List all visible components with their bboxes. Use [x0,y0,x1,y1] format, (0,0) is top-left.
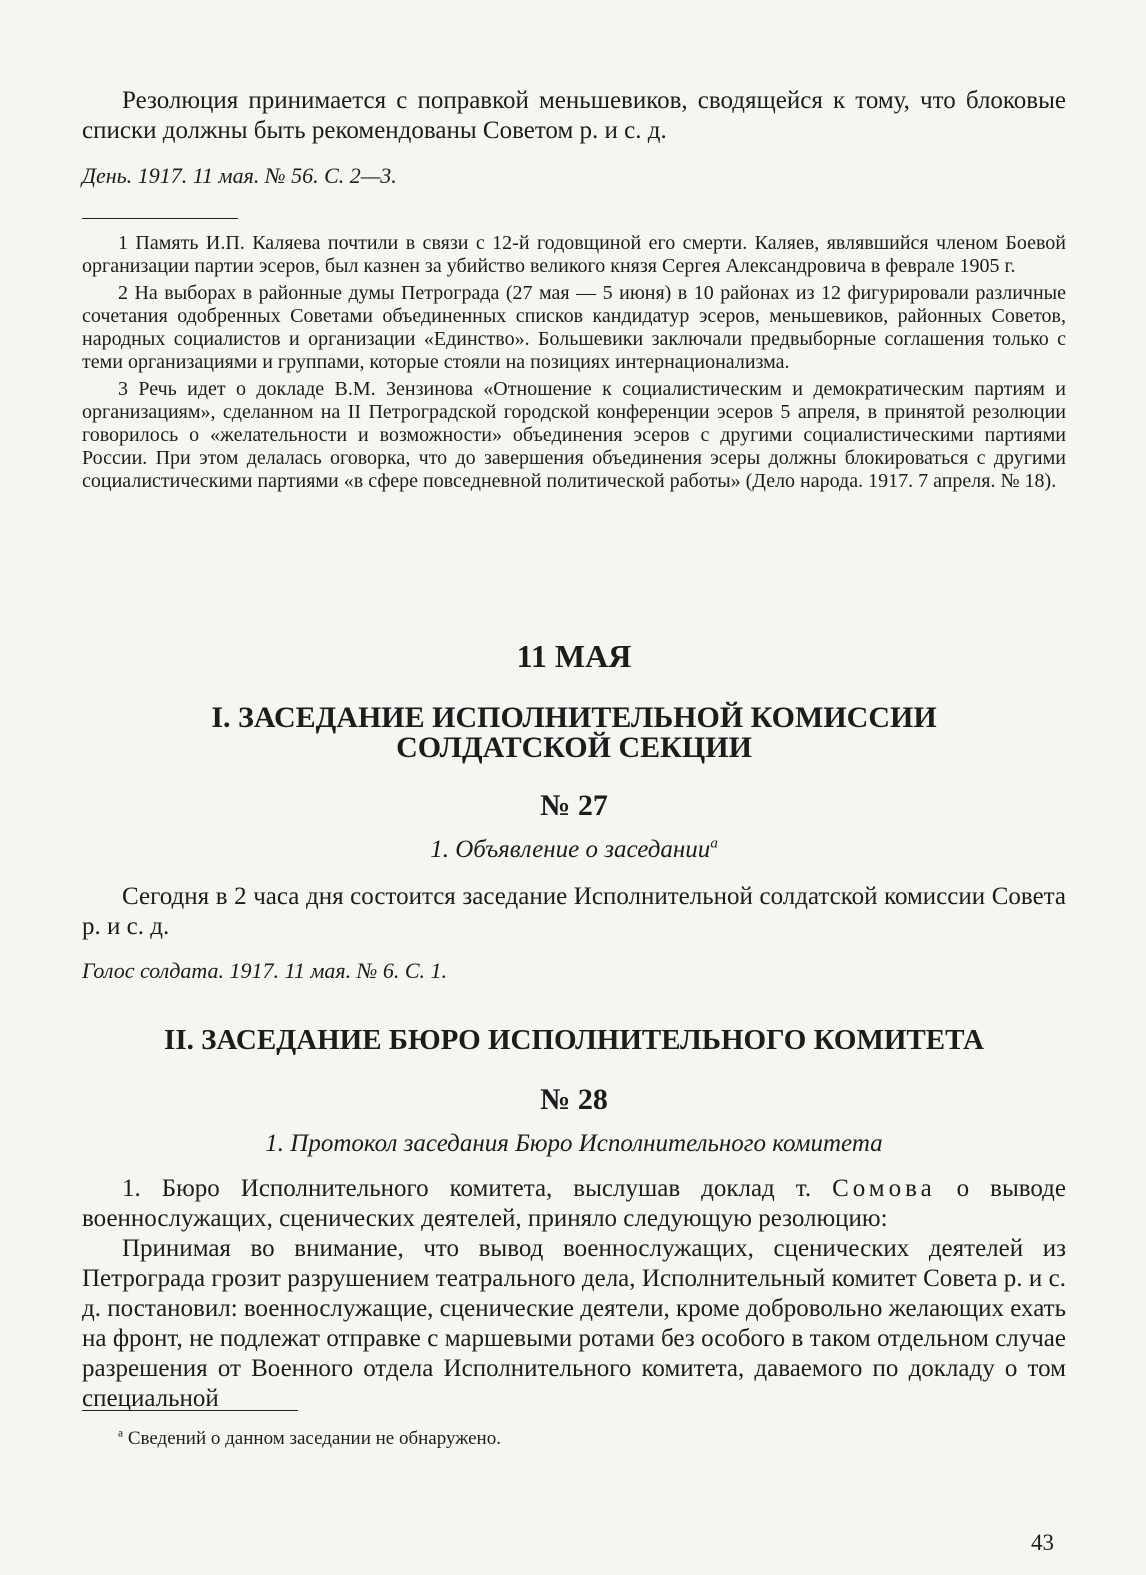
footnotes [82,232,1066,493]
section2-title: II. ЗАСЕДАНИЕ БЮРО ИСПОЛНИТЕЛЬНОГО КОМИТЕТА [164,1024,984,1056]
bottom-footnote-rule [82,1410,298,1411]
date-heading: 11 МАЯ [516,638,632,674]
footnote-3: 3 Речь идет о докладе В.М. Зензинова «Отношение к социалистическим и демократическим партиям и организациям», сделанном на II Петроградской городской конференции эсеров 5 апреля, в принятой резолюции говорилось о «желательности и возможности» объединения эсеров с другими социалистическими партиями России. При этом делалась оговорка, что до завершения объединения эсеры должны блокироваться с другими социалистическими партиями «в сфере повседневной политической работы» (Дело народа. 1917. 7 апреля. № 18). [82,378,1066,492]
section1-number: № 27 [540,789,608,822]
section1-source: Голос солдата. 1917. 11 мая. № 6. С. 1. [82,958,448,983]
footnote-rule [82,218,238,219]
section2-paragraph-2: Принимая во внимание, что вывод военнослужащих, сценических деятелей из Петрограда грозит разрушением театрального дела, Исполнительный комитет Совета р. и с. д. постановил: военнослужащие, сценические деятели, кроме добровольно желающих ехать на фронт, не подлежат отправке с маршевыми ротами без особого в таком отдельном случае разрешения от Военного отдела Исполнительного комитета, даваемого по докладу о том специальной [82,1235,1066,1412]
footnote-1: 1 Память И.П. Каляева почтили в связи с 12-й годовщиной его смерти. Каляев, являвшийся членом Боевой организации партии эсеров, был казнен за убийство великого князя Сергея Александровича в феврале 1905 г. [82,232,1066,277]
top-paragraph: Резолюция принимается с поправкой меньшевиков, сводящейся к тому, что блоковые списки должны быть рекомендованы Советом р. и с. д. [82,87,1066,144]
top-source: День. 1917. 11 мая. № 56. С. 2—3. [82,163,397,188]
section1-title-line2: СОЛДАТСКОЙ СЕКЦИИ [396,731,752,764]
speaker-name: Сомова [832,1175,936,1202]
bottom-footnote: $^а$ Сведений о данном заседании не обнаружено. [118,1427,501,1449]
section1-title-line1: I. ЗАСЕДАНИЕ ИСПОЛНИТЕЛЬНОЙ КОМИССИИ [211,701,937,734]
page-number: 43 [1031,1530,1054,1555]
section1-subtitle-mark: а [710,835,718,852]
section1-paragraph: Сегодня в 2 часа дня состоится заседание Исполнительной солдатской комиссии Совета р. и с. д. [82,883,1066,940]
section2-number: № 28 [540,1083,608,1116]
section1-subtitle: 1. Объявление о заседании$^а$ [430,835,718,863]
section2-subtitle: 1. Протокол заседания Бюро Исполнительного комитета [265,1130,883,1157]
section2-paragraph-1: 1. Бюро Исполнительного комитета, выслушав доклад т. Сомова о выводе военнослужащих, сценических деятелей, приняло следующую резолюцию: [82,1175,1066,1232]
footnote-2: 2 На выборах в районные думы Петрограда (27 мая — 5 июня) в 10 районах из 12 фигурировали различные сочетания одобренных Советами объединенных списков кандидатур эсеров, меньшевиков, районных Советов, народных социалистов и организации «Единство». Большевики заключали предвыборные соглашения только с теми организациями и группами, которые стояли на позициях интернационализма. [82,282,1066,373]
